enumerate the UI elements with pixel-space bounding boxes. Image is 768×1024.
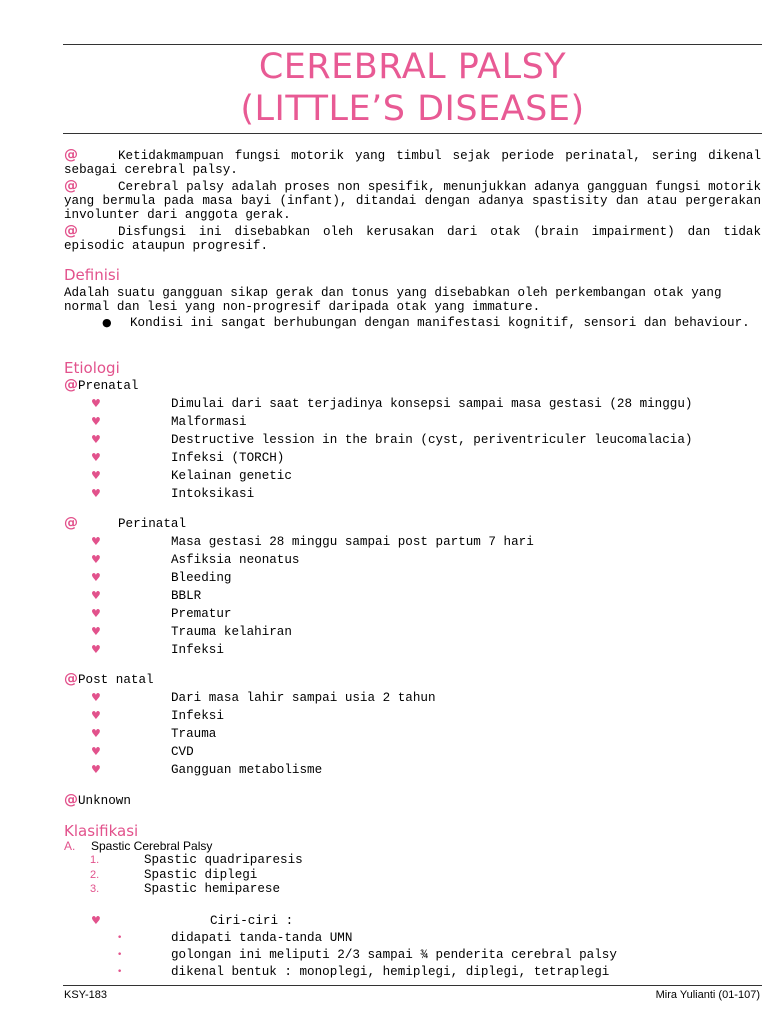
numbered-item <box>0 882 768 898</box>
list-item <box>0 433 768 449</box>
title-rule <box>63 133 762 134</box>
list-item-text: Trauma kelahiran <box>171 625 292 639</box>
heart-icon: ♥ <box>91 763 101 776</box>
klasifikasi-a-row <box>64 839 213 853</box>
heart-icon: ♥ <box>91 415 101 428</box>
heart-icon: ♥ <box>91 727 101 740</box>
prenatal-label-row <box>64 378 138 393</box>
a-marker: A. <box>64 839 76 853</box>
heart-icon: ♥ <box>91 691 101 704</box>
heart-icon: ♥ <box>91 451 101 464</box>
list-item <box>0 763 768 779</box>
a-label: Spastic Cerebral Palsy <box>91 839 213 853</box>
bullet-icon: • <box>117 933 123 943</box>
heart-icon: ♥ <box>91 397 101 410</box>
heart-icon: ♥ <box>91 553 101 566</box>
heart-icon: ♥ <box>91 571 101 584</box>
ciri-label: Ciri-ciri : <box>210 914 294 928</box>
list-item-text: Dimulai dari saat terjadinya konsepsi sampai masa gestasi (28 minggu) <box>171 397 693 411</box>
list-item <box>0 589 768 605</box>
footer-rule <box>63 985 762 986</box>
numbered-item-number: 3. <box>90 883 100 895</box>
heart-icon: ♥ <box>91 535 101 548</box>
list-item <box>0 607 768 623</box>
swirl-icon: @ <box>64 377 78 393</box>
intro-paragraph-3 <box>64 225 761 253</box>
ciri-item-text: dikenal bentuk : monoplegi, hemiplegi, diplegi, tetraplegi <box>171 965 610 979</box>
ciri-item <box>0 931 768 947</box>
numbered-item-text: Spastic quadriparesis <box>144 853 303 867</box>
list-item-text: Bleeding <box>171 571 232 585</box>
list-item-text: Dari masa lahir sampai usia 2 tahun <box>171 691 436 705</box>
postnatal-label: Post natal <box>78 673 154 687</box>
heart-icon: ♥ <box>91 643 101 656</box>
list-item-text: Malformasi <box>171 415 247 429</box>
list-item-text: Intoksikasi <box>171 487 255 501</box>
bullet-icon: • <box>117 967 123 977</box>
ciri-row <box>0 914 768 930</box>
list-item <box>0 625 768 641</box>
heart-icon: ♥ <box>91 433 101 446</box>
list-item-text: Infeksi <box>171 643 224 657</box>
list-item-text: Kelainan genetic <box>171 469 292 483</box>
heart-icon: ♥ <box>91 625 101 638</box>
heart-icon: ♥ <box>91 745 101 758</box>
swirl-icon: @ <box>64 223 78 239</box>
unknown-label: Unknown <box>78 794 131 808</box>
footer-right: Mira Yulianti (01-107) <box>655 989 760 1001</box>
title-line-1: CEREBRAL PALSY <box>258 47 567 87</box>
top-rule <box>63 44 762 45</box>
list-item-text: Masa gestasi 28 minggu sampai post partum 7 hari <box>171 535 534 549</box>
intro-text-2: Cerebral palsy adalah proses non spesifik, menunjukkan adanya gangguan fungsi motorik yang bermula pada masa bayi (infant), ditandai dengan adanya spastisity dan atau pergerakan involunter dari anggota gerak. <box>64 180 761 222</box>
list-item-text: Trauma <box>171 727 217 741</box>
numbered-item-text: Spastic diplegi <box>144 867 258 882</box>
postnatal-label-row <box>64 672 154 687</box>
list-item-text: BBLR <box>171 589 202 603</box>
list-item-text: Prematur <box>171 607 232 621</box>
swirl-icon: @ <box>64 147 78 163</box>
numbered-item-number: 1. <box>90 854 100 866</box>
list-item <box>0 709 768 725</box>
list-item <box>0 691 768 707</box>
ciri-item <box>0 965 768 981</box>
list-item <box>0 487 768 503</box>
list-item <box>0 415 768 431</box>
list-item <box>0 535 768 551</box>
ciri-item-text: golongan ini meliputi 2/3 sampai ¾ penderita cerebral palsy <box>171 948 617 962</box>
definisi-bullet-text: Kondisi ini sangat berhubungan dengan manifestasi kognitif, sensori dan behaviour. <box>130 316 750 330</box>
heart-icon: ♥ <box>91 487 101 500</box>
klasifikasi-heading: Klasifikasi <box>64 822 139 840</box>
list-item <box>0 553 768 569</box>
definisi-bullet-item <box>64 316 761 330</box>
heart-icon: ♥ <box>91 709 101 722</box>
title-line-2: (LITTLE’S DISEASE) <box>240 89 585 129</box>
list-item-text: Asfiksia neonatus <box>171 553 300 567</box>
swirl-icon: @ <box>64 515 78 531</box>
heart-icon: ♥ <box>91 607 101 620</box>
intro-paragraph-2 <box>64 180 761 222</box>
heart-icon: ♥ <box>91 914 101 927</box>
perinatal-label: Perinatal <box>118 517 187 531</box>
ciri-item <box>0 948 768 964</box>
list-item-text: Gangguan metabolisme <box>171 763 323 777</box>
definisi-heading: Definisi <box>64 266 120 284</box>
etiologi-heading: Etiologi <box>64 359 120 377</box>
numbered-item-number: 2. <box>90 868 100 881</box>
heart-icon: ♥ <box>91 469 101 482</box>
list-item <box>0 727 768 743</box>
perinatal-label-row <box>64 516 186 531</box>
bullet-icon: ● <box>102 316 112 329</box>
list-item <box>0 397 768 413</box>
unknown-label-row <box>64 793 131 808</box>
intro-text-1: Ketidakmampuan fungsi motorik yang timbul sejak periode perinatal, sering dikenal sebagai cerebral palsy. <box>64 149 761 177</box>
intro-paragraph-1 <box>64 149 761 177</box>
list-item <box>0 469 768 485</box>
list-item-text: CVD <box>171 745 194 759</box>
swirl-icon: @ <box>64 178 78 194</box>
swirl-icon: @ <box>64 792 78 808</box>
list-item <box>0 745 768 761</box>
list-item <box>0 571 768 587</box>
footer-left: KSY-183 <box>64 989 108 1001</box>
intro-text-3: Disfungsi ini disebabkan oleh kerusakan dari otak (brain impairment) dan tidak episodic ataupun progresif. <box>64 225 761 253</box>
list-item-text: Infeksi <box>171 709 224 723</box>
definisi-text: Adalah suatu gangguan sikap gerak dan tonus yang disebabkan oleh perkembangan otak yang normal dan lesi yang non-progresif daripada otak yang immature. <box>64 286 722 314</box>
bullet-icon: • <box>117 950 123 960</box>
list-item <box>0 643 768 659</box>
numbered-item-text: Spastic hemiparese <box>144 882 281 896</box>
ciri-item-text: didapati tanda-tanda UMN <box>171 931 353 945</box>
list-item-text: Destructive lession in the brain (cyst, periventriculer leucomalacia) <box>171 433 693 447</box>
heart-icon: ♥ <box>91 589 101 602</box>
prenatal-label: Prenatal <box>78 379 139 393</box>
swirl-icon: @ <box>64 671 78 687</box>
list-item-text: Infeksi (TORCH) <box>171 451 285 465</box>
list-item <box>0 451 768 467</box>
